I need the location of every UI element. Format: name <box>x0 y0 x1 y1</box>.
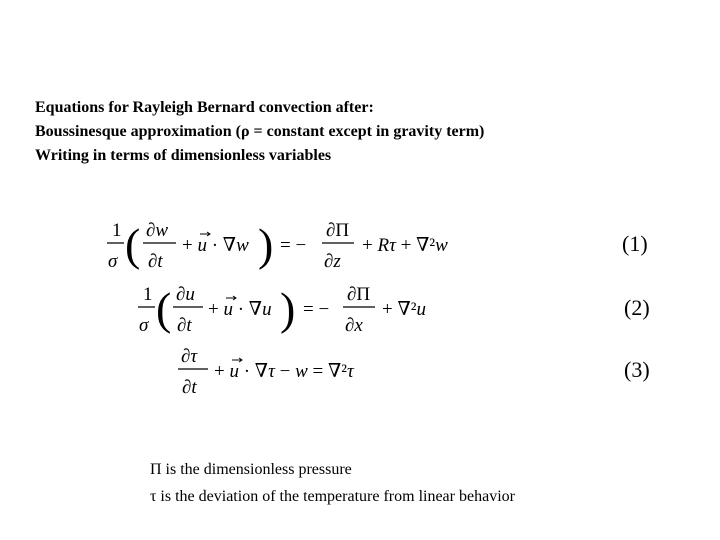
svg-text:∂t: ∂t <box>182 377 197 398</box>
svg-text:+ u · ∇u: + u · ∇u <box>208 299 272 320</box>
svg-text:(: ( <box>125 219 141 270</box>
svg-text:(: ( <box>156 283 172 334</box>
equation-2 <box>138 283 650 336</box>
pi-note: Π is the dimensionless pressure <box>150 461 352 478</box>
svg-text:1: 1 <box>112 220 122 241</box>
svg-text:+ u · ∇τ − w = ∇²τ: + u · ∇τ − w = ∇²τ <box>214 361 354 382</box>
svg-text:+ Rτ + ∇²w: + Rτ + ∇²w <box>362 235 448 256</box>
svg-text:∂x: ∂x <box>345 315 363 336</box>
svg-text:): ) <box>258 219 274 270</box>
heading-line-2: Boussinesque approximation (ρ = constant except in gravity term) <box>35 123 485 140</box>
tau-note: τ is the deviation of the temperature from linear behavior <box>150 488 515 505</box>
notes-block <box>150 456 515 510</box>
svg-text:∂u: ∂u <box>176 284 195 305</box>
equation-3-label: (3) <box>624 357 650 382</box>
svg-text:+ u · ∇w: + u · ∇w <box>182 235 249 256</box>
equation-2-label: (2) <box>624 295 650 320</box>
svg-text:+ ∇²u: + ∇²u <box>382 299 426 320</box>
svg-text:∂z: ∂z <box>324 251 341 272</box>
equation-1 <box>107 219 648 272</box>
svg-text:= −: = − <box>280 235 307 256</box>
heading-line-1: Equations for Rayleigh Bernard convection after: <box>35 99 374 116</box>
svg-text:): ) <box>280 283 296 334</box>
equation-3 <box>178 346 650 398</box>
svg-text:∂τ: ∂τ <box>181 346 198 367</box>
equation-1-label: (1) <box>622 231 648 256</box>
svg-text:σ: σ <box>139 315 149 336</box>
svg-text:∂t: ∂t <box>148 251 163 272</box>
svg-text:∂t: ∂t <box>177 315 192 336</box>
svg-text:= −: = − <box>303 299 330 320</box>
svg-text:∂Π: ∂Π <box>347 284 371 305</box>
svg-text:1: 1 <box>143 284 153 305</box>
heading-line-3: Writing in terms of dimensionless variables <box>35 147 332 164</box>
svg-text:∂w: ∂w <box>146 220 169 241</box>
svg-text:∂Π: ∂Π <box>326 220 350 241</box>
svg-text:σ: σ <box>108 251 118 272</box>
